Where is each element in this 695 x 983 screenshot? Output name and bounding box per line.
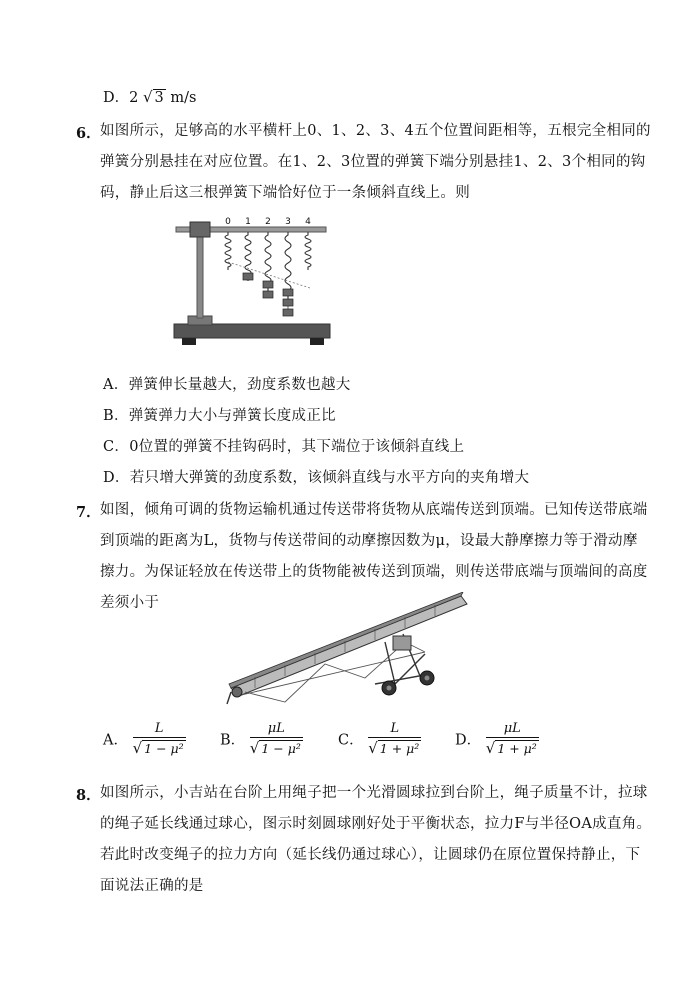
position-label-3: 3 [285,217,291,227]
radical-sign: √ [485,739,496,757]
q6-number: 6． [76,125,101,142]
radical-sign: √ [249,739,260,757]
weight [283,309,293,316]
weight [263,291,273,298]
weight [283,299,293,306]
radical-sign: √ [142,88,153,106]
position-label-2: 2 [265,217,271,227]
spring-4 [305,232,311,270]
weight [243,273,253,280]
q6-option-c: C．0位置的弹簧不挂钩码时，其下端位于该倾斜直线上 [103,439,465,455]
q7-stem: 如图，倾角可调的货物运输机通过传送带将货物从底端传送到顶端。已知传送带底端 到顶端的距离为L，货物与传送带间的动摩擦因数为μ，设最大静摩擦力等于滑动摩 擦力。为保证轻放在传送带上的货物能被传送到顶端，则传送带底端与顶端间的高度 差须小于 [100,502,648,611]
weight [263,281,273,288]
q6-stem: 如图所示，足够高的水平横杆上0、1、2、3、4五个位置间距相等，五根完全相同的 弹簧分别悬挂在对应位置。在1、2、3位置的弹簧下端分别悬挂1、2、3个相同的钩 码，静止后这三根弹簧下端恰好位于一条倾斜直线上。则 [100,123,651,201]
position-label-1: 1 [245,217,251,227]
q6-option-b: B．弹簧弹力大小与弹簧长度成正比 [103,408,336,424]
weight [283,289,293,296]
position-label-0: 0 [225,217,231,227]
q8-number: 8． [76,787,101,804]
radical-sign: √ [368,739,378,757]
q7-option-b: B． $\frac{\mu L}{\text{√ 1 − μ²}}$ [220,721,301,757]
q8-stem: 如图所示，小吉站在台阶上用绳子把一个光滑圆球拉到台阶上，绳子质量不计，拉球 的绳子延长线通过球心，图示时刻圆球刚好处于平衡状态，拉力F与半径OA成直角。 若此时改变绳子的拉力方向（延长线仍通过球心），让圆球仍在原位置保持静止，下 面说法正确的是 [100,785,652,894]
q7-number: 7． [76,504,101,521]
conveyor-figure [225,592,473,710]
q7-option-c: C． $\frac{L}{\text{√ 1 + μ²}}$ [338,721,420,757]
position-label-4: 4 [305,217,311,227]
q6-option-d: D．若只增大弹簧的劲度系数，该倾斜直线与水平方向的夹角增大 [103,470,530,486]
radical-sign: √ [132,739,143,757]
q5-option-d: D．2 √ 3 m/s [103,88,197,106]
q7-option-d: D． $\frac{\mu L}{\text{√ 1 + μ²}}$ [455,721,537,757]
spring-0 [225,232,231,270]
spring-rack-figure [170,212,338,348]
q7-option-a: A． $\frac{L}{\text{√ 1 − μ²}}$ [103,721,184,757]
q6-option-a: A．弹簧伸长量越大，劲度系数也越大 [103,377,351,393]
